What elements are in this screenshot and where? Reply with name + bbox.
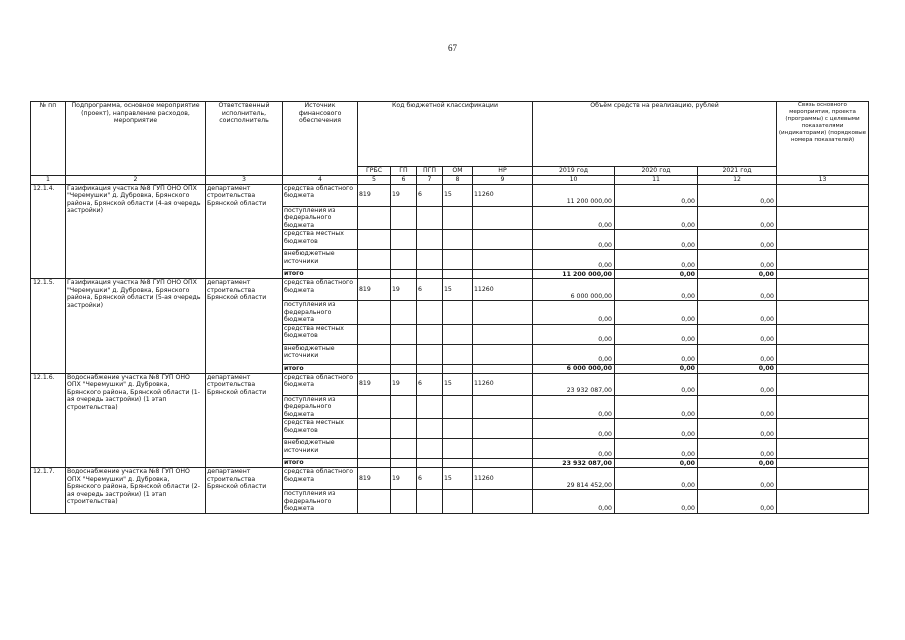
budget-code-cell bbox=[473, 490, 533, 514]
col-num: 4 bbox=[283, 176, 358, 185]
table-row bbox=[31, 468, 869, 490]
budget-code-cell bbox=[473, 395, 533, 419]
budget-code-cell bbox=[358, 270, 391, 279]
budget-code-cell bbox=[473, 459, 533, 468]
source-cell: внебюджетные источники bbox=[283, 250, 358, 270]
link-cell bbox=[777, 184, 869, 206]
budget-code-cell bbox=[443, 206, 473, 230]
budget-code-cell: 15 bbox=[443, 279, 473, 301]
budget-code-cell bbox=[417, 250, 443, 270]
budget-code-cell bbox=[358, 344, 391, 364]
value-2019: 11 200 000,00 bbox=[533, 270, 615, 279]
value-2021: 0,00 bbox=[698, 206, 777, 230]
header-source: Источник финансового обеспечения bbox=[283, 102, 358, 176]
budget-code-cell bbox=[358, 230, 391, 250]
header-number: № пп bbox=[31, 102, 66, 176]
table-row bbox=[31, 184, 869, 206]
item-number: 12.1.6. bbox=[31, 373, 66, 468]
budget-code-cell: 11260 bbox=[473, 468, 533, 490]
budget-code-cell bbox=[358, 206, 391, 230]
budget-code-cell: 6 bbox=[417, 468, 443, 490]
budget-code-cell bbox=[473, 230, 533, 250]
value-2020: 0,00 bbox=[615, 419, 698, 439]
item-name: Водоснабжение участка №8 ГУП ОНО ОПХ "Черемушки" д. Дубровка, Брянского района, Брянской области (2-ая очередь застройки) (1 этап строительства) bbox=[66, 468, 206, 514]
value-2021: 0,00 bbox=[698, 270, 777, 279]
value-2019: 6 000 000,00 bbox=[533, 279, 615, 301]
link-cell bbox=[777, 468, 869, 490]
col-num: 10 bbox=[533, 176, 615, 185]
table-body bbox=[31, 184, 869, 513]
budget-code-cell bbox=[417, 270, 443, 279]
value-2021: 0,00 bbox=[698, 439, 777, 459]
budget-code-cell bbox=[417, 439, 443, 459]
budget-code-cell: 6 bbox=[417, 184, 443, 206]
header-nr: НР bbox=[473, 167, 533, 176]
link-cell bbox=[777, 279, 869, 301]
value-2019: 23 932 087,00 bbox=[533, 373, 615, 395]
budget-code-cell bbox=[443, 301, 473, 325]
budget-code-cell bbox=[473, 301, 533, 325]
value-2020: 0,00 bbox=[615, 364, 698, 373]
source-cell: средства областного бюджета bbox=[283, 468, 358, 490]
link-cell bbox=[777, 270, 869, 279]
budget-code-cell bbox=[358, 490, 391, 514]
budget-code-cell bbox=[358, 419, 391, 439]
budget-table bbox=[30, 101, 869, 514]
budget-code-cell bbox=[443, 419, 473, 439]
budget-code-cell bbox=[443, 324, 473, 344]
value-2019: 0,00 bbox=[533, 250, 615, 270]
budget-code-cell bbox=[417, 490, 443, 514]
link-cell bbox=[777, 230, 869, 250]
value-2019: 0,00 bbox=[533, 395, 615, 419]
link-cell bbox=[777, 419, 869, 439]
col-num: 7 bbox=[417, 176, 443, 185]
value-2020: 0,00 bbox=[615, 206, 698, 230]
source-cell: средства областного бюджета bbox=[283, 373, 358, 395]
value-2021: 0,00 bbox=[698, 468, 777, 490]
value-2019: 0,00 bbox=[533, 301, 615, 325]
budget-code-cell: 6 bbox=[417, 373, 443, 395]
budget-code-cell bbox=[391, 490, 417, 514]
value-2020: 0,00 bbox=[615, 301, 698, 325]
source-cell: итого bbox=[283, 364, 358, 373]
value-2019: 0,00 bbox=[533, 230, 615, 250]
budget-code-cell bbox=[358, 364, 391, 373]
budget-code-cell bbox=[473, 419, 533, 439]
budget-code-cell bbox=[473, 364, 533, 373]
header-link: Связь основного мероприятия, проекта (программы) с целевыми показателями (индикаторами) (порядковые номера показателей) bbox=[777, 102, 869, 176]
budget-code-cell bbox=[391, 419, 417, 439]
source-cell: средства областного бюджета bbox=[283, 184, 358, 206]
link-cell bbox=[777, 206, 869, 230]
value-2020: 0,00 bbox=[615, 468, 698, 490]
budget-code-cell: 11260 bbox=[473, 184, 533, 206]
budget-code-cell bbox=[358, 459, 391, 468]
budget-code-cell: 819 bbox=[358, 279, 391, 301]
budget-code-cell bbox=[443, 270, 473, 279]
item-number: 12.1.7. bbox=[31, 468, 66, 514]
col-num: 3 bbox=[206, 176, 283, 185]
header-volume: Объём средств на реализацию, рублей bbox=[533, 102, 777, 167]
link-cell bbox=[777, 395, 869, 419]
value-2021: 0,00 bbox=[698, 344, 777, 364]
budget-code-cell bbox=[391, 324, 417, 344]
link-cell bbox=[777, 490, 869, 514]
value-2019: 0,00 bbox=[533, 344, 615, 364]
value-2021: 0,00 bbox=[698, 230, 777, 250]
value-2021: 0,00 bbox=[698, 301, 777, 325]
link-cell bbox=[777, 373, 869, 395]
value-2020: 0,00 bbox=[615, 279, 698, 301]
budget-code-cell bbox=[391, 364, 417, 373]
table-row bbox=[31, 279, 869, 301]
value-2020: 0,00 bbox=[615, 184, 698, 206]
link-cell bbox=[777, 344, 869, 364]
value-2019: 6 000 000,00 bbox=[533, 364, 615, 373]
source-cell: средства местных бюджетов bbox=[283, 230, 358, 250]
value-2020: 0,00 bbox=[615, 490, 698, 514]
value-2019: 11 200 000,00 bbox=[533, 184, 615, 206]
source-cell: итого bbox=[283, 270, 358, 279]
item-executor: департамент строительства Брянской области bbox=[206, 184, 283, 279]
budget-code-cell bbox=[391, 206, 417, 230]
budget-code-cell bbox=[417, 395, 443, 419]
budget-code-cell bbox=[443, 439, 473, 459]
budget-code-cell bbox=[358, 439, 391, 459]
budget-code-cell: 15 bbox=[443, 468, 473, 490]
budget-code-cell bbox=[417, 364, 443, 373]
source-cell: поступления из федерального бюджета bbox=[283, 490, 358, 514]
budget-code-cell: 819 bbox=[358, 184, 391, 206]
header-pgp: ПГП bbox=[417, 167, 443, 176]
value-2019: 29 814 452,00 bbox=[533, 468, 615, 490]
budget-code-cell bbox=[358, 301, 391, 325]
budget-code-cell bbox=[391, 395, 417, 419]
budget-code-cell bbox=[417, 324, 443, 344]
header-grbs: ГРБС bbox=[358, 167, 391, 176]
budget-code-cell bbox=[417, 344, 443, 364]
value-2021: 0,00 bbox=[698, 324, 777, 344]
budget-code-cell bbox=[358, 395, 391, 419]
value-2021: 0,00 bbox=[698, 419, 777, 439]
item-executor: департамент строительства Брянской области bbox=[206, 279, 283, 374]
header-2020: 2020 год bbox=[615, 167, 698, 176]
col-num: 1 bbox=[31, 176, 66, 185]
budget-code-cell bbox=[443, 459, 473, 468]
header-om: ОМ bbox=[443, 167, 473, 176]
budget-code-cell bbox=[391, 439, 417, 459]
value-2019: 0,00 bbox=[533, 324, 615, 344]
item-name: Водоснабжение участка №8 ГУП ОНО ОПХ "Черемушки" д. Дубровка, Брянского района, Брянской области (1-ая очередь застройки) (1 этап строительства) bbox=[66, 373, 206, 468]
budget-code-cell bbox=[473, 206, 533, 230]
source-cell: итого bbox=[283, 459, 358, 468]
value-2021: 0,00 bbox=[698, 490, 777, 514]
col-num: 13 bbox=[777, 176, 869, 185]
budget-code-cell: 15 bbox=[443, 373, 473, 395]
item-name: Газификация участка №8 ГУП ОНО ОПХ "Черемушки" д. Дубровка, Брянского района, Брянской области (4-ая очередь застройки) bbox=[66, 184, 206, 279]
value-2020: 0,00 bbox=[615, 344, 698, 364]
value-2021: 0,00 bbox=[698, 184, 777, 206]
budget-code-cell bbox=[391, 270, 417, 279]
source-cell: внебюджетные источники bbox=[283, 439, 358, 459]
table-row bbox=[31, 373, 869, 395]
value-2020: 0,00 bbox=[615, 439, 698, 459]
value-2021: 0,00 bbox=[698, 373, 777, 395]
header-executor: Ответственный исполнитель, соисполнитель bbox=[206, 102, 283, 176]
value-2019: 0,00 bbox=[533, 206, 615, 230]
budget-code-cell: 15 bbox=[443, 184, 473, 206]
table-header bbox=[31, 102, 869, 185]
source-cell: поступления из федерального бюджета bbox=[283, 206, 358, 230]
budget-code-cell bbox=[443, 250, 473, 270]
col-num: 9 bbox=[473, 176, 533, 185]
item-number: 12.1.4. bbox=[31, 184, 66, 279]
value-2019: 0,00 bbox=[533, 419, 615, 439]
value-2021: 0,00 bbox=[698, 364, 777, 373]
source-cell: внебюджетные источники bbox=[283, 344, 358, 364]
budget-code-cell bbox=[391, 250, 417, 270]
budget-code-cell: 19 bbox=[391, 468, 417, 490]
source-cell: поступления из федерального бюджета bbox=[283, 301, 358, 325]
source-cell: средства местных бюджетов bbox=[283, 324, 358, 344]
value-2021: 0,00 bbox=[698, 250, 777, 270]
budget-code-cell bbox=[391, 301, 417, 325]
budget-code-cell bbox=[417, 459, 443, 468]
budget-code-cell bbox=[391, 459, 417, 468]
budget-code-cell bbox=[473, 439, 533, 459]
budget-code-cell bbox=[473, 324, 533, 344]
source-cell: средства местных бюджетов bbox=[283, 419, 358, 439]
budget-code-cell bbox=[391, 344, 417, 364]
value-2020: 0,00 bbox=[615, 270, 698, 279]
value-2020: 0,00 bbox=[615, 324, 698, 344]
budget-code-cell bbox=[473, 270, 533, 279]
link-cell bbox=[777, 324, 869, 344]
budget-code-cell bbox=[443, 364, 473, 373]
budget-code-cell bbox=[443, 344, 473, 364]
budget-code-cell bbox=[417, 419, 443, 439]
budget-code-cell: 11260 bbox=[473, 279, 533, 301]
budget-code-cell: 19 bbox=[391, 373, 417, 395]
budget-code-cell bbox=[473, 344, 533, 364]
link-cell bbox=[777, 364, 869, 373]
value-2019: 0,00 bbox=[533, 439, 615, 459]
source-cell: средства областного бюджета bbox=[283, 279, 358, 301]
budget-code-cell: 19 bbox=[391, 279, 417, 301]
link-cell bbox=[777, 301, 869, 325]
budget-code-cell bbox=[473, 250, 533, 270]
value-2020: 0,00 bbox=[615, 395, 698, 419]
link-cell bbox=[777, 439, 869, 459]
col-num: 5 bbox=[358, 176, 391, 185]
value-2020: 0,00 bbox=[615, 373, 698, 395]
value-2020: 0,00 bbox=[615, 250, 698, 270]
budget-code-cell bbox=[443, 230, 473, 250]
budget-code-cell bbox=[443, 395, 473, 419]
item-number: 12.1.5. bbox=[31, 279, 66, 374]
value-2021: 0,00 bbox=[698, 459, 777, 468]
value-2019: 23 932 087,00 bbox=[533, 459, 615, 468]
budget-code-cell bbox=[391, 230, 417, 250]
page-number: 67 bbox=[448, 43, 457, 53]
budget-code-cell: 819 bbox=[358, 468, 391, 490]
budget-code-cell bbox=[358, 250, 391, 270]
budget-code-cell: 819 bbox=[358, 373, 391, 395]
budget-code-cell: 6 bbox=[417, 279, 443, 301]
value-2020: 0,00 bbox=[615, 230, 698, 250]
col-num: 2 bbox=[66, 176, 206, 185]
link-cell bbox=[777, 459, 869, 468]
header-2021: 2021 год bbox=[698, 167, 777, 176]
budget-code-cell bbox=[443, 490, 473, 514]
header-program: Подпрограмма, основное мероприятие (проект), направление расходов, мероприятие bbox=[66, 102, 206, 176]
col-num: 6 bbox=[391, 176, 417, 185]
value-2021: 0,00 bbox=[698, 395, 777, 419]
item-executor: департамент строительства Брянской области bbox=[206, 468, 283, 514]
value-2020: 0,00 bbox=[615, 459, 698, 468]
col-num: 8 bbox=[443, 176, 473, 185]
header-gp: ГП bbox=[391, 167, 417, 176]
budget-code-cell bbox=[358, 324, 391, 344]
budget-code-cell bbox=[417, 206, 443, 230]
budget-code-cell: 19 bbox=[391, 184, 417, 206]
item-executor: департамент строительства Брянской области bbox=[206, 373, 283, 468]
item-name: Газификация участка №8 ГУП ОНО ОПХ "Черемушки" д. Дубровка, Брянского района, Брянской области (5-ая очередь застройки) bbox=[66, 279, 206, 374]
value-2019: 0,00 bbox=[533, 490, 615, 514]
source-cell: поступления из федерального бюджета bbox=[283, 395, 358, 419]
budget-code-cell: 11260 bbox=[473, 373, 533, 395]
budget-code-cell bbox=[417, 230, 443, 250]
value-2021: 0,00 bbox=[698, 279, 777, 301]
budget-code-cell bbox=[417, 301, 443, 325]
col-num: 12 bbox=[698, 176, 777, 185]
col-num: 11 bbox=[615, 176, 698, 185]
link-cell bbox=[777, 250, 869, 270]
header-2019: 2019 год bbox=[533, 167, 615, 176]
header-budget-code: Код бюджетной классификации bbox=[358, 102, 533, 167]
